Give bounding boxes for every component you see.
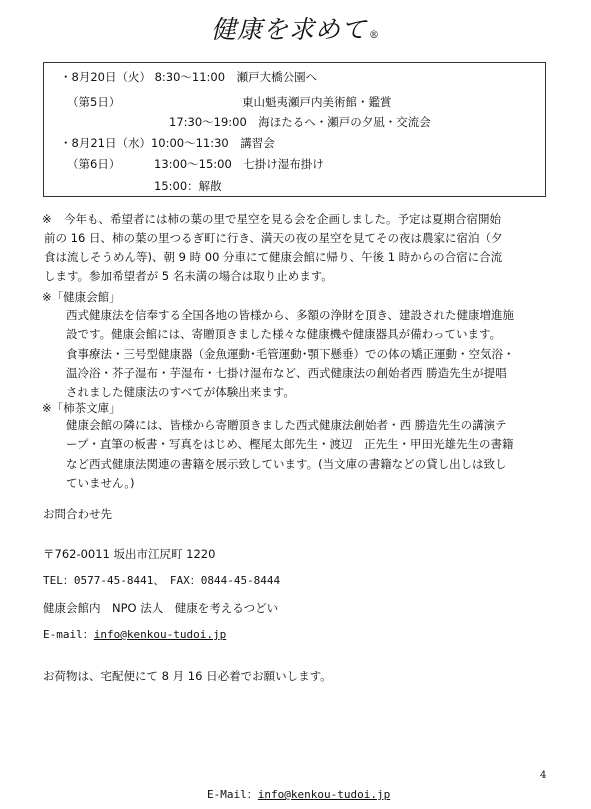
schedule-line: 13:00～15:00 七掛け湿布掛け bbox=[154, 157, 324, 171]
note-line: 前の 16 日、柿の葉の里つるぎ町に行き、満天の夜の星空を見てその夜は農家に宿泊（夕 bbox=[44, 231, 503, 245]
bunko-line: 健康会館の隣には、皆様から寄贈頂きました西式健康法創始者・西 勝造先生の講演テ bbox=[66, 418, 507, 432]
organization-name: 健康会館内 NPO 法人 健康を考えるつどい bbox=[43, 601, 279, 615]
tel-fax: TEL：0577-45-8441、 FAX：0844-45-8444 bbox=[43, 574, 281, 587]
logo-text: 健康を求めて bbox=[210, 15, 367, 44]
schedule-day-label: （第5日） bbox=[67, 95, 121, 109]
footer-email-label: E-Mail： bbox=[207, 788, 258, 801]
email-link[interactable]: info@kenkou-tudoi.jp bbox=[93, 628, 227, 641]
contact-heading: お問合わせ先 bbox=[43, 507, 112, 521]
kaikan-line: されました健康法のすべてが体験出来ます。 bbox=[66, 385, 295, 400]
registered-mark: ® bbox=[369, 30, 380, 41]
footer-email-link[interactable]: info@kenkou-tudoi.jp bbox=[257, 788, 391, 801]
schedule-day-label: （第6日） bbox=[67, 157, 121, 171]
bunko-heading: ※「柿茶文庫」 bbox=[42, 401, 121, 415]
kaikan-line: 温冷浴・芥子湿布・芋湿布・七掛け湿布など、西式健康法の創始者西 勝造先生が提唱 bbox=[66, 365, 507, 380]
schedule-line: 17:30～19:00 海ほたるへ・瀬戸の夕凪・交流会 bbox=[169, 115, 431, 129]
kaikan-line: 食事療法・三号型健康器（金魚運動･毛管運動･顎下懸垂）での体の矯正運動・空気浴・ bbox=[66, 346, 515, 361]
email-line bbox=[43, 628, 226, 642]
bunko-body bbox=[66, 416, 513, 493]
schedule-line: 東山魁夷瀬戸内美術館・鑑賞 bbox=[242, 95, 392, 109]
kaikan-line: 設です。健康会館には、寄贈頂きました様々な健康機や健康器具が備わっています。 bbox=[66, 327, 502, 342]
postal-address: 〒762-0011 坂出市江尻町 1220 bbox=[43, 547, 216, 561]
header-logo bbox=[0, 10, 591, 46]
note-line: 食は流しそうめん等)、朝 9 時 00 分車にて健康会館に帰り、午後 1 時からの合宿に合流 bbox=[44, 250, 503, 264]
kaikan-heading: ※「健康会館」 bbox=[42, 290, 121, 304]
kaikan-line: 西式健康法を信奉する全国各地の皆様から、多額の浄財を頂き、建設された健康増進施 bbox=[66, 308, 515, 322]
note-line: します。参加希望者が 5 名未満の場合は取り止めます。 bbox=[44, 269, 333, 283]
kaikan-body bbox=[66, 306, 515, 402]
page-number: 4 bbox=[540, 770, 547, 781]
bunko-line: ていません。) bbox=[66, 475, 135, 490]
delivery-note: お荷物は、宅配便にて 8 月 16 日必着でお願いします。 bbox=[43, 669, 332, 683]
email-label: E-mail： bbox=[43, 628, 94, 641]
bunko-line: ープ・直筆の板書・写真をはじめ、樫尾太郎先生・渡辺 正先生・甲田光雄先生の書籍 bbox=[66, 437, 514, 452]
note-mark: ※ bbox=[42, 212, 52, 226]
bunko-line: など西式健康法関連の書籍を展示致しています。(当文庫の書籍などの貸し出しは致し bbox=[66, 456, 507, 471]
footer-email bbox=[207, 786, 390, 802]
schedule-line: 15:00：解散 bbox=[154, 179, 222, 193]
schedule-line: ・8月21日（水）10:00～11:30 講習会 bbox=[60, 136, 275, 150]
note-line: 今年も、希望者には柿の葉の里で星空を見る会を企画しました。予定は夏期合宿開始 bbox=[64, 212, 501, 226]
schedule-line: ・8月20日（火） 8:30～11:00 瀬戸大橋公園へ bbox=[60, 70, 318, 84]
